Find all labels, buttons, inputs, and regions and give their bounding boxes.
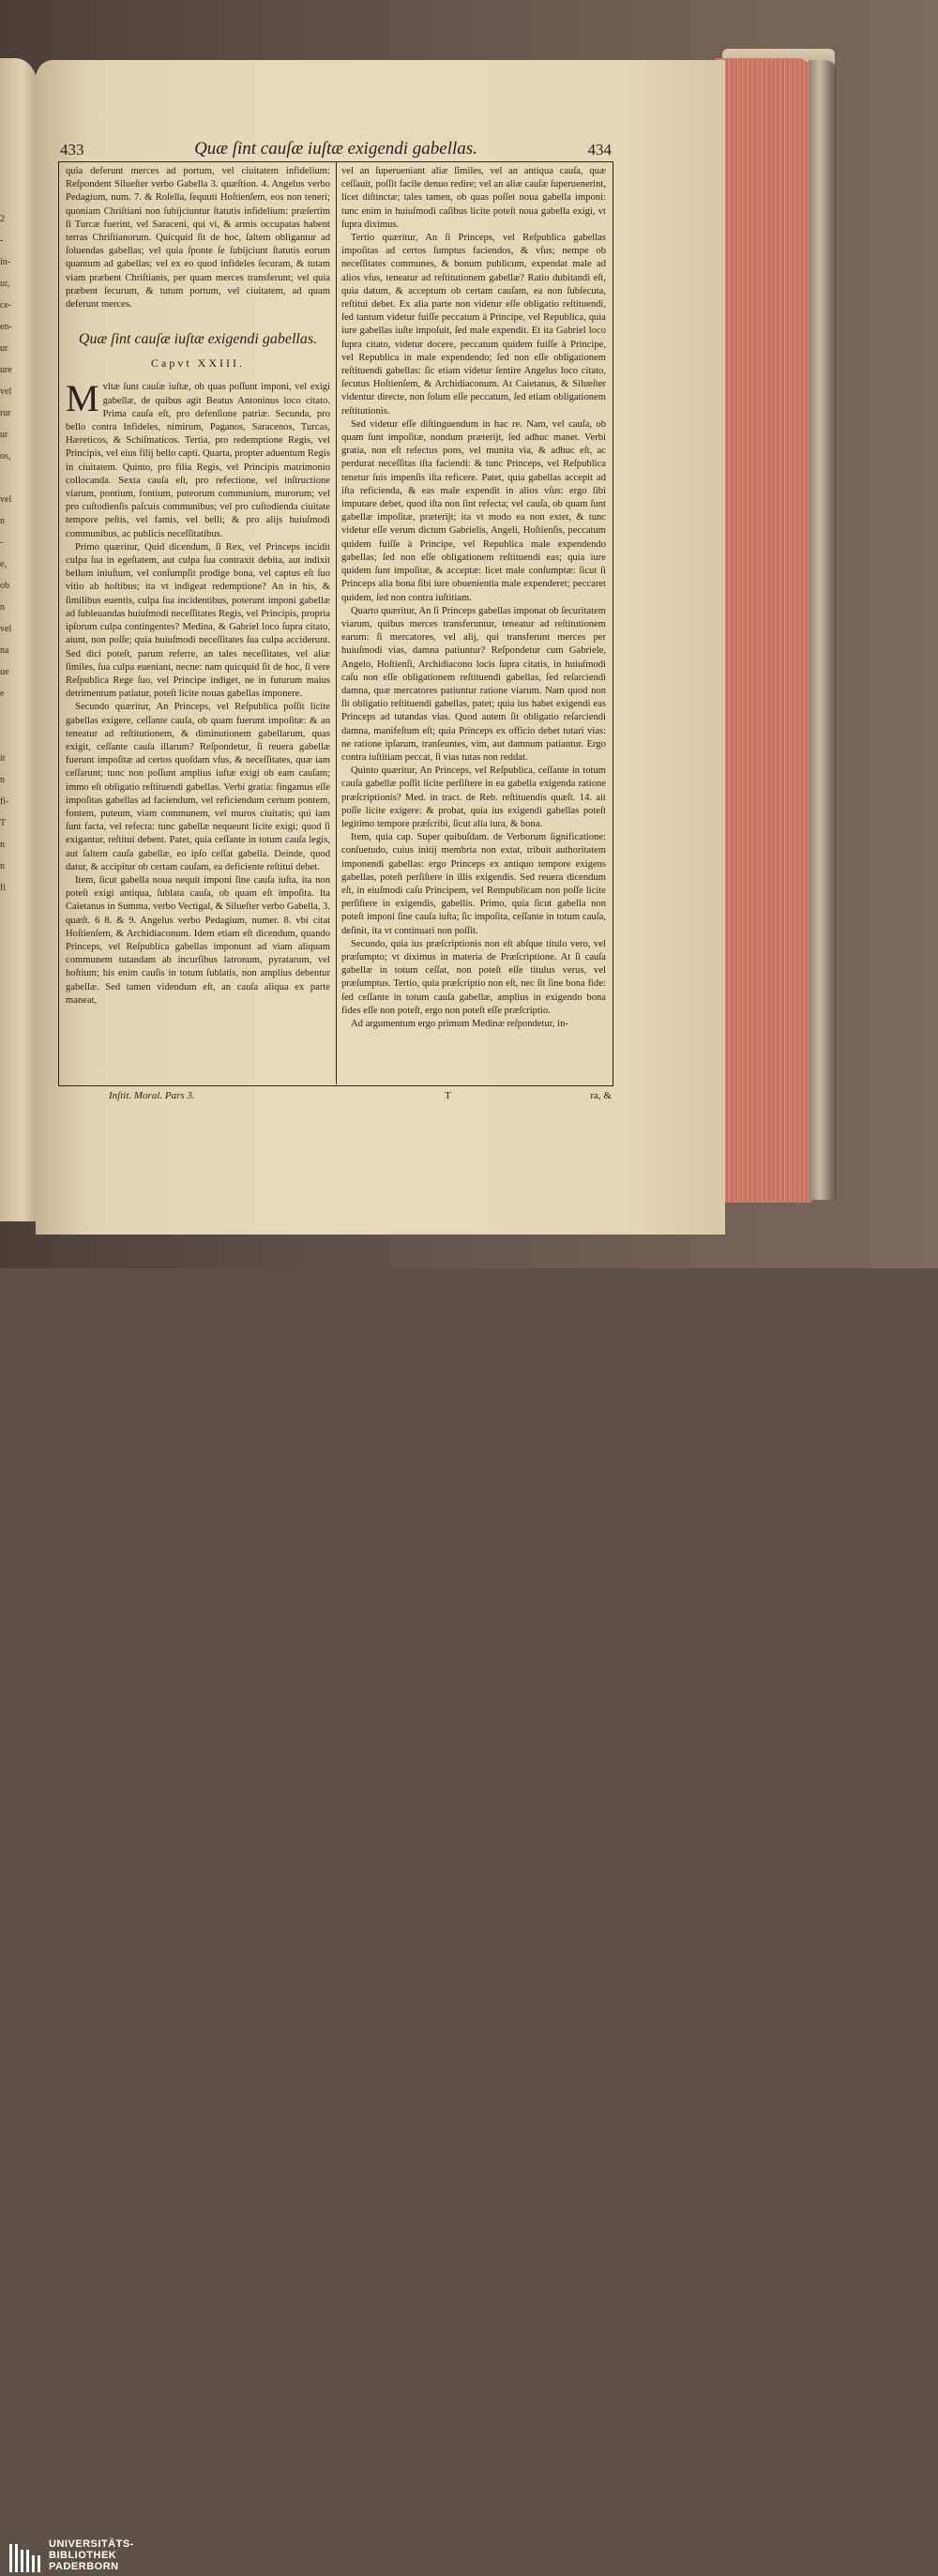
library-name-line: PADERBORN bbox=[49, 2561, 119, 2572]
drop-cap: M bbox=[66, 377, 99, 420]
signature-mark: T bbox=[445, 1090, 451, 1101]
right-column bbox=[341, 165, 606, 1083]
library-name-line: BIBLIOTHEK bbox=[49, 2550, 117, 2561]
paragraph: Secundo, quia ius præſcriptionis non eſt abſque titulo vero, vel præſumpto; vt diximus in materia de Præſcriptione. At ſi cauſa gabellæ in totum ceſſat, non poteſt eſſe titulus verus, vel præſumptus. Tertio, quia præſcriptio non eſt, nec ſit ſine bona fide: ſed ceſſante in totum cauſa gabellæ, amplius in exigendo bona fides eſſe non poteſt, ergo non poteſt eſſe præſcriptio. bbox=[341, 938, 606, 1016]
catchword: ra, & bbox=[590, 1090, 612, 1101]
page-footer bbox=[58, 1090, 612, 1109]
chapter-number: Capvt XXIII. bbox=[151, 356, 245, 371]
cover-edge bbox=[809, 60, 837, 1200]
left-margin-fragments: 2 - in- ur, ce- en- ur ure vel rur ur os, vel n - e, ob n vel na ue e it n fi- T n n fi bbox=[0, 214, 12, 893]
paragraph: Quarto quæritur, An ſi Princeps gabellas imponat ob ſecuritatem viarum, quibus merces transferuntur, teneatur ad reſtitutionem earum: ſi mercatores, vel alij, qui transferunt merces per huiuſmodi vias, damna patiuntur? Reſpondetur cum Gabriele, Angelo, Hoſtienſi, Archidiacono locis ſupra citatis, in huiuſmodi caſu non eſſe obligationem reſtituendi gabellas, ſed reſarciendi damna, quæ mercatores patiuntur ratione viarum. Nam quod non ſit obligatio reſtituendi gabellas, patet; quia ius habet exigendi eas Princeps ad tutandas vias. Quod autem ſit obligatio reſarciendi damna, manifeſtum eſt; quia Princeps ex officio debet tutari vias: ne ratione ipſarum, tranſeuntes, vim, aut damnum patiantur. Ergo contra iuſtitiam peccat, ſi vias tutas non reddat. bbox=[341, 605, 606, 763]
page-number-left: 433 bbox=[60, 141, 84, 159]
scan-background bbox=[0, 0, 938, 1268]
chapter-title: Quæ ſint cauſæ iuſtæ exigendi gabellas. bbox=[78, 331, 318, 348]
library-footer bbox=[0, 1268, 938, 2572]
intro-paragraph: quia deferunt merces ad portum, vel ciuitatem infidelium: Reſpondent Silueſter verbo Gabella 3. quæſtion. 4. Angelus verbo Pedagium, num. 7. & Roſella, ſequuti Hoſtienſem, eos non teneri; quoniam Chriſtiani non ſubijciuntur ſtatutis infidelium: præſertim ſi Turcæ fuerint, vel Saraceni, qui vi, & armis occupatas habent terras Chriſtianorum. Quicquid ſit de hoc, ſaltem obligantur ad ſoluendas gabellas; vel quia ſponte ſe ſubijciunt ſtatutis eorum quantum ad gabellas; vel ex eo quod infideles ſecuram, & tutam viam præbent Chriſtianis, per quam merces transferunt; vel quia præbent ſecurum, & tutum portum, vel ciuitatem, ad quam deferunt merces. bbox=[66, 166, 330, 311]
paragraph: Ad argumentum ergo primum Medinæ reſpondetur, in- bbox=[351, 1019, 568, 1029]
footer-work-title: Inſtit. Moral. Pars 3. bbox=[109, 1090, 195, 1101]
left-column bbox=[66, 165, 330, 1083]
library-name-line: UNIVERSITÄTS- bbox=[49, 2538, 134, 2550]
page-number-right: 434 bbox=[587, 141, 612, 159]
paragraph bbox=[66, 377, 330, 540]
column-rule bbox=[336, 161, 337, 1084]
left-page-edge bbox=[0, 58, 38, 1221]
paragraph-text: vltæ ſunt cauſæ iuſtæ, ob quas poſſunt imponi, vel exigi gabellæ, de quibus agit Beatus Antoninus loco citato. Prima cauſa eſt, pro defenſione patriæ. Secunda, pro bello contra Infideles, nimirum, Paganos, Saracenos, Turcas, Hæreticos, & Schiſmaticos. Tertia, pro redemptione Regis, vel Principis, vel eius filij bello capti. Quarta, propter aduentum Regis in ciuitatem. Quinto, pro filia Regis, vel Principis matrimonio collocanda. Sexta cauſa eſt, pro refectione, vel inſtructione viarum, pontium, fontium, puteorum communium, murorum; vel pro cuſtodienſis paſcuis communibus; vel pro cuſtodienda ciuitate tempore peſtis, vel famis, vel belli; & pro alijs huiuſmodi communibus, ac publicis neceſſitatibus. bbox=[66, 382, 330, 539]
page-edges bbox=[715, 58, 812, 1203]
library-name bbox=[49, 2538, 134, 2572]
paragraph: Tertio quæritur, An ſi Princeps, vel Reſpublica gabellas impoſitas ad certos ſumptus faciendos, & vſus; nempe ob neceſſitates communes, & bonum publicum, expendat male ad alios vſus, teneatur ad reſtitutionem gabellæ? Ratio dubitandi eſt, quia datum, & acceptum ob certam cauſam, ea non ſubſecuta, reſtitui debet. Ex alia parte non videtur eſſe obligatio reſtituendi, ſed tantum videtur fuiſſe peccatum à Principe, vel Republica, quia iure gabellas iuſte impoſuit, ſed male expendit. Et ita Gabriel loco ſupra citato, videtur docere, peccatum quidem fuiſſe à Principe, vel Republica in male expendendo; ſed non eſſe obligationem reſtituendi gabellas: ſic etiam videtur ſentire Angelus loco citato, ſecutus Hoſtienſem, & Archidiaconum. At Caietanus, & Silueſter videntur directe, non ſolum eſſe peccatum, ſed etiam obligationem reſtitutionis. bbox=[341, 233, 606, 417]
paragraph: Quinto quæritur, An Princeps, vel Reſpublica, ceſſante in totum cauſa gabellæ poſſit licite perſiſtere in ea gabella exigenda ratione præſcriptionis? Med. in tract. de Reb. reſtituendis quæſt. 14. ait poſſe licite exigere: & probat, quia ius exigendi gabellas poteſt legitimo tempore præſcribi, ſicut alia iura, & bona. bbox=[341, 765, 606, 829]
paragraph: Primo quæritur, Quid dicendum, ſi Rex, vel Princeps incidit culpa ſua in egeſtatem, aut culpa ſua contraxit debita, aut indixit bellum iniuſtum, vel conſumpſit prodige bona, vel captus eſt ſuo vitio ab hoſtibus; ita vt indigeat redemptione? An in his, & ſimilibus euentis, culpa ſua incidentibus, poterunt imponi gabellæ ad ſubleuandas huiuſmodi neceſſitates Regis, vel Principis, propria ipſorum culpa contingentes? Medina, & Gabriel loco ſupra citato, aiunt, non poſſe; quia huiuſmodi neceſſitates ſua culpa acciderunt. Sed dici poteſt, parum referre, an tales neceſſitates, vel aliæ ſimiles, ſua culpa eueniant, necne: nam quicquid ſit de hoc, ſi vere Reſpublica Rege ſuo, vel Principe indiget, ne in futurum maius detrimentum patiatur, poteſt licite nouas gabellas imponere. bbox=[66, 541, 330, 700]
paragraph: Sed videtur eſſe diſtinguendum in hac re. Nam, vel cauſa, ob quam ſunt impoſitæ, nondum præterijt, ſed adhuc manet. Verbi gratia, non eſt refectus pons, vel munita via, & adhuc eſt, ac perdurat neceſſitas iſta faciendi: & tunc Princeps, vel Reſpublica tenetur ſuis impenſis iſta reficere. Patet, quia gabellas accepit ad iſta reficienda, & eas male expendit in alios vſus: ergo ſibi imputare debet, quod iſta non ſint refecta; vel cauſa, ob quam ſunt gabellæ impoſitæ, præterijt; ita vt modo ea non extet, & tunc videtur eſſe verum dictum Gabrielis, Angeli, Hoſtienſis, peccatum quidem fuiſſe à Principe, vel Republica male expendendo gabellas; ſed non eſſe obligationem reſtituendi eas; quia iure quidem ſunt impoſitæ, & acceptæ: licet male conſumptæ: ſicut ſi Princeps alia bona ſibi iure obuenientia male expenderet; peccaret quidem, ſed non contra iuſtitiam. bbox=[341, 418, 606, 603]
library-logo-icon bbox=[8, 2540, 41, 2576]
paragraph: Item, quia cap. Super quibuſdam. de Verborum ſignificatione: conſuetudo, cuius initij membria non extat, tribuit authoritatem imponendi gabellas: ergo Princeps ex antiquo tempore exigens gabellas, poteſt perſiſtere in illis exigendis. Sed reuera dicendum eſt, in eiuſmodi caſu Principem, vel Rempublicam non poſſe licite perſiſtere in exigendis, gabellis. Primo, quia ſicut gabella non poteſt imponi ſine cauſa iuſta; ſic impoſita, ceſſante in totum cauſa, deſinit, ita vt continuari non poſſit. bbox=[341, 832, 606, 936]
paragraph: Secundo quæritur, An Princeps, vel Reſpublica poſſit licite gabellas exigere, ceſſante cauſa, ob quam fuerunt impoſitæ: & an teneatur ad reſtitutionem, & diminutionem gabellarum, quas exigit, ceſſante cauſa illarum? Reſpondetur, ſi reuera gabellæ fuerunt impoſitæ ad certos quoſdam vſus, & neceſſitates, quæ iam ceſſarunt; tunc non poſſunt amplius iuſtæ exigi ob eam cauſam; immo eſt obligatio reſtituendi gabellas. Verbi gratia: fingamus eſſe impoſitas gabellas ad faciendum, vel reficiendum certum pontem, fontem, puteum, viam communem, vel muros ciuitatis; qui iam ſunt facta, vel refecta: tunc gabellæ nequeunt licite exigi; quod ſi exigantur, reſtitui debent. Patet, quia ceſſante in totum cauſa legis, aut ſaltem cauſa gabellæ, eo ipſo ceſſat gabella. Deinde, quod datur, & accipitur ob certam cauſam, ea deficiente reſtitui debet. bbox=[66, 702, 330, 872]
paragraph: Item, ſicut gabella noua nequit imponi ſine cauſa iuſta, ita non poteſt exigi antiqua, ſublata cauſa, ob quam eſt impoſita. Ita Caietanus in Summa, verbo Vectigal, & Silueſter verbo Gabella, 3. quæſt. 6 8. & 9. Angelus verbo Pedagium, numer. 8. vbi citat Hoſtienſem, & Archidiaconum. Idem etiam eſt dicendum, quando Princeps, vel Reſpublica gabellas imponunt ad viam aliquam communem tutandam ab incurſibus latronum, pyratarum, vel hoſtium; his enim cauſis in totum ſublatis, non amplius debentur gabellæ. Sed tamen videndum eſt, an cauſa aliqua ex parte maneat, bbox=[66, 874, 330, 1006]
paragraph: vel an ſuperueniant aliæ ſimiles, vel an antiqua cauſa, quæ ceſſauit, poſſit facile denuo redire; vel an aliæ cauſæ ſuperuenerint, licet diſtinctæ; tales tamen, ob quas poſſet noua gabella imponi: tunc enim in huiuſmodi caſibus licite poteſt noua gabella exigi, vt ſupra diximus. bbox=[341, 166, 606, 230]
page-title: Quæ ſint cauſæ iuſtæ exigendi gabellas. bbox=[194, 139, 477, 159]
